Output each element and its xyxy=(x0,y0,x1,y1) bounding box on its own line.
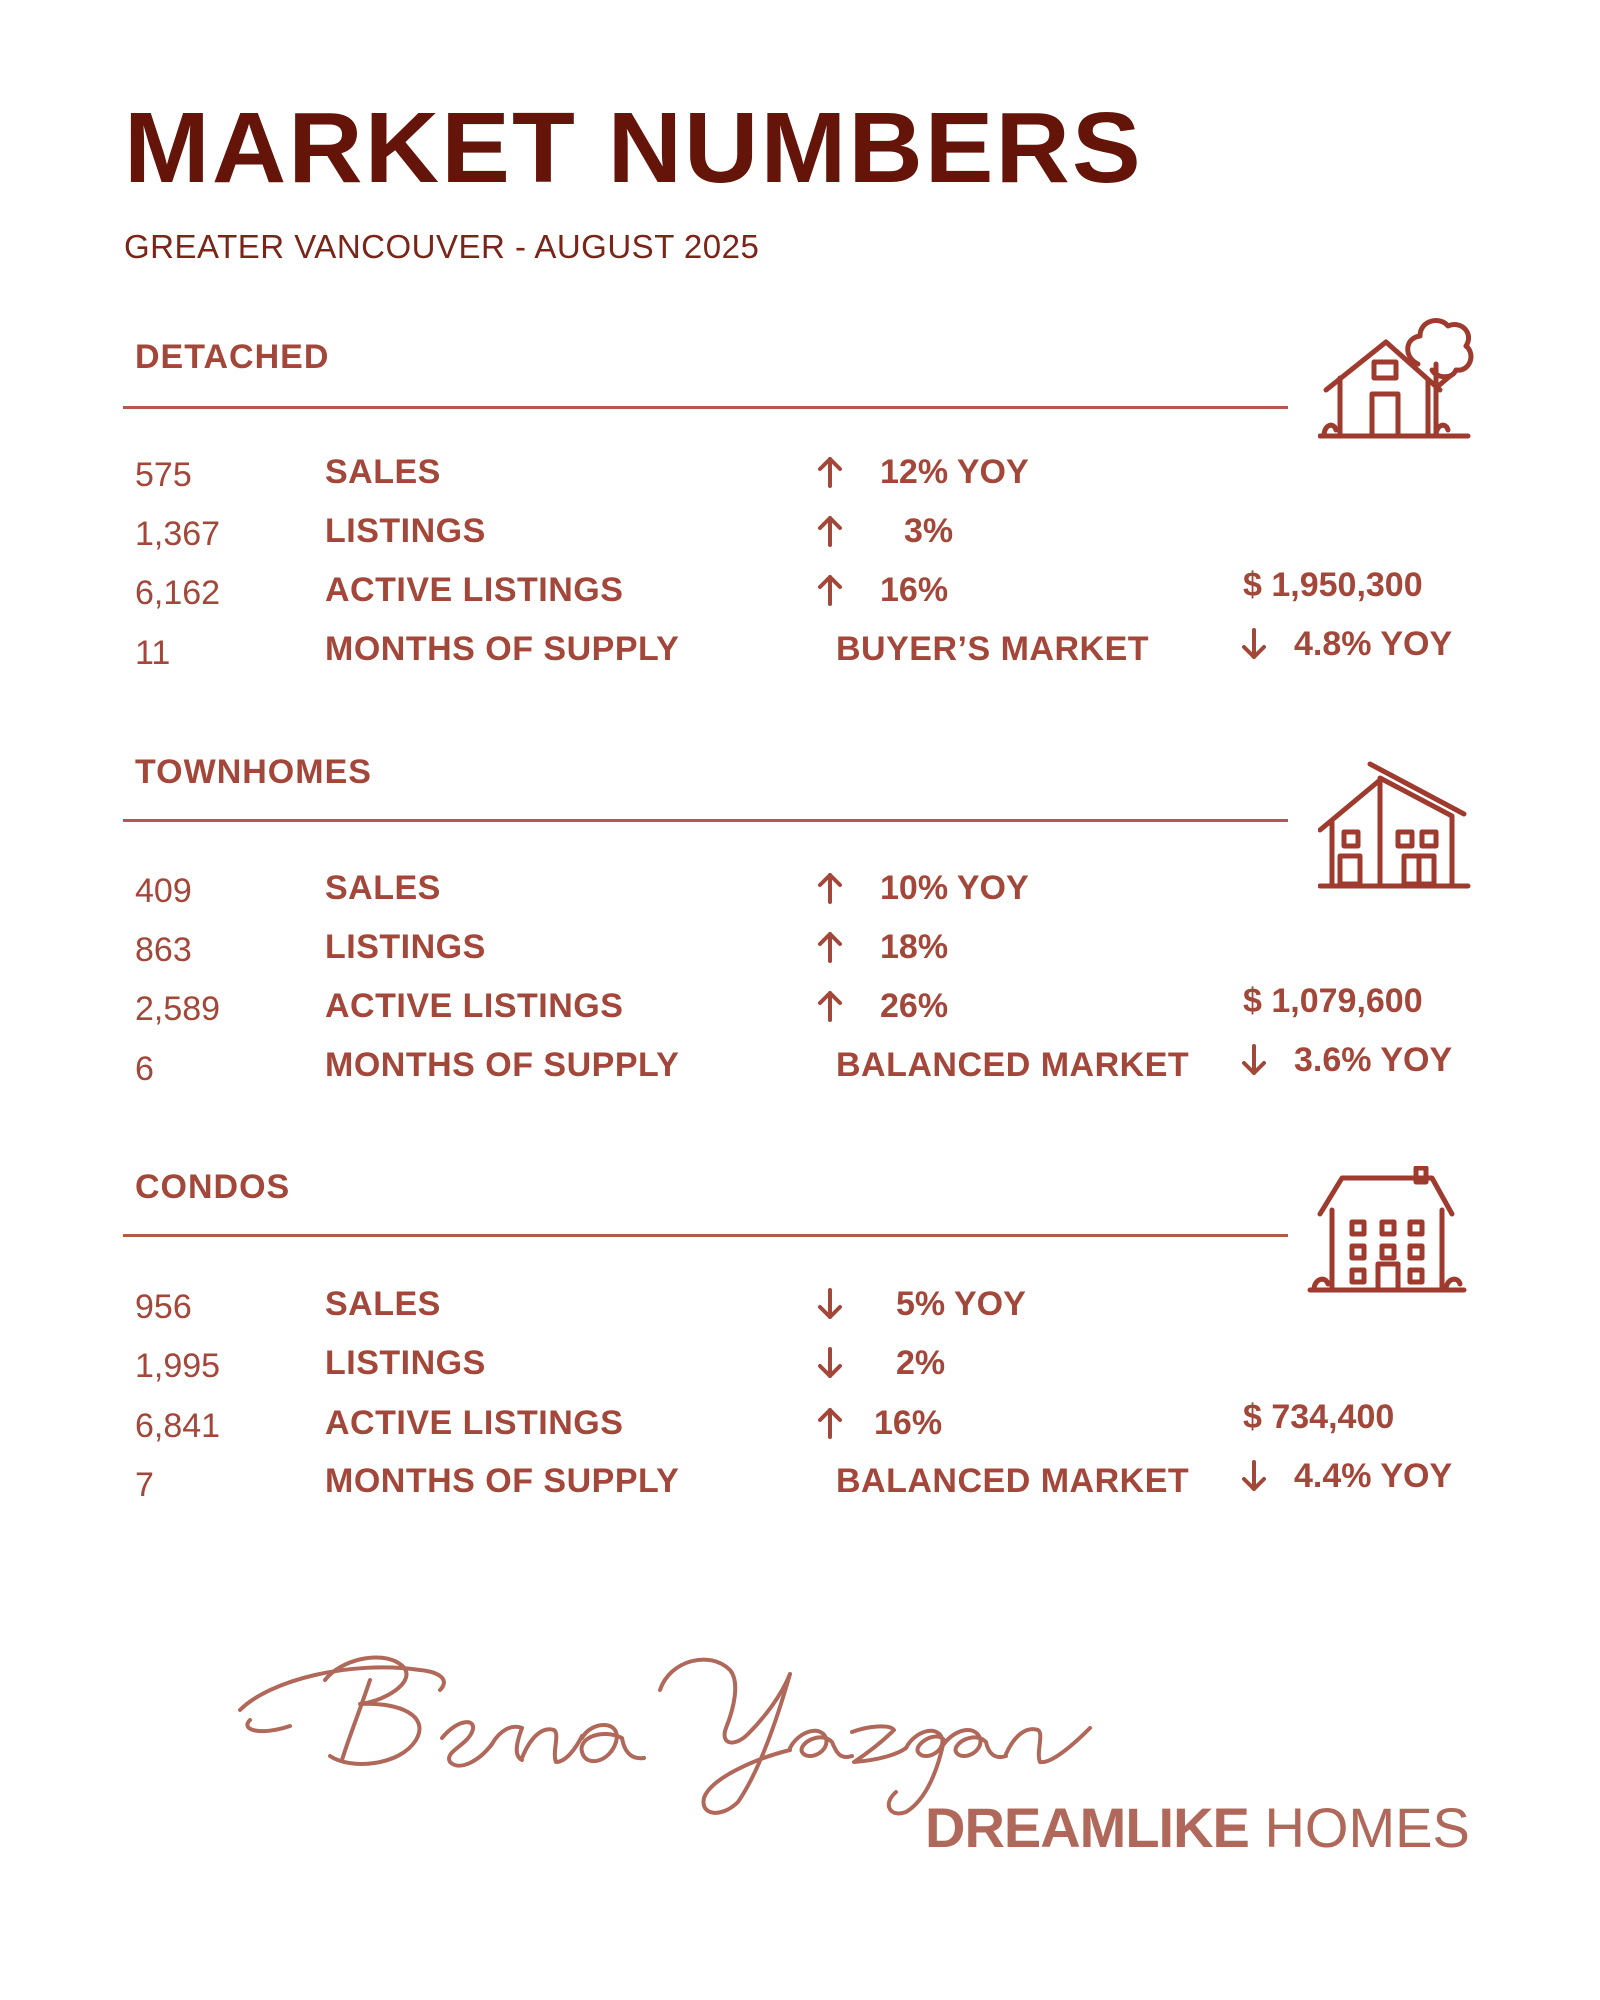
section-divider xyxy=(123,406,1288,409)
townhomes-listings-change: 18% xyxy=(880,928,949,966)
townhomes-supply-value: 6 xyxy=(135,1050,154,1088)
arrow-down-icon xyxy=(1240,1043,1268,1077)
detached-listings-value: 1,367 xyxy=(135,515,221,553)
arrow-up-icon xyxy=(816,1406,844,1440)
detached-active-value: 6,162 xyxy=(135,574,221,612)
townhomes-benchmark-price: $ 1,079,600 xyxy=(1243,982,1423,1020)
condos-listings-change: 2% xyxy=(896,1344,946,1382)
condos-active-value: 6,841 xyxy=(135,1407,221,1445)
detached-listings-label: LISTINGS xyxy=(325,512,486,550)
condos-sales-value: 956 xyxy=(135,1288,192,1326)
brand-name-light: HOMES xyxy=(1264,1796,1470,1859)
condos-sales-label: SALES xyxy=(325,1285,441,1323)
detached-supply-value: 11 xyxy=(135,634,171,672)
arrow-up-icon xyxy=(816,514,844,548)
detached-listings-change: 3% xyxy=(904,512,954,550)
detached-active-change: 16% xyxy=(880,571,949,609)
condos-sales-change: 5% YOY xyxy=(896,1285,1026,1323)
arrow-down-icon xyxy=(816,1287,844,1321)
detached-price-change: 4.8% YOY xyxy=(1294,625,1453,663)
condos-active-label: ACTIVE LISTINGS xyxy=(325,1404,624,1442)
condos-price-change: 4.4% YOY xyxy=(1294,1457,1453,1495)
arrow-down-icon xyxy=(1240,1459,1268,1493)
arrow-up-icon xyxy=(816,871,844,905)
section-divider xyxy=(123,1234,1288,1237)
condos-market-status: BALANCED MARKET xyxy=(836,1462,1190,1500)
townhomes-active-change: 26% xyxy=(880,987,949,1025)
arrow-up-icon xyxy=(816,989,844,1023)
detached-sales-value: 575 xyxy=(135,456,192,494)
detached-supply-label: MONTHS OF SUPPLY xyxy=(325,630,680,668)
arrow-down-icon xyxy=(1240,627,1268,661)
townhomes-active-label: ACTIVE LISTINGS xyxy=(325,987,624,1025)
condos-listings-value: 1,995 xyxy=(135,1347,221,1385)
page-title: MARKET NUMBERS xyxy=(124,92,1143,204)
townhomes-sales-label: SALES xyxy=(325,869,441,907)
section-title-condos: CONDOS xyxy=(135,1168,291,1206)
townhomes-active-value: 2,589 xyxy=(135,990,221,1028)
signature-logo xyxy=(230,1620,1390,1820)
detached-benchmark-price: $ 1,950,300 xyxy=(1243,566,1423,604)
brand-logo xyxy=(925,1796,1470,1859)
section-title-detached: DETACHED xyxy=(135,338,330,376)
condos-benchmark-price: $ 734,400 xyxy=(1243,1398,1395,1436)
arrow-up-icon xyxy=(816,573,844,607)
townhouse-icon xyxy=(1318,760,1474,895)
townhomes-sales-change: 10% YOY xyxy=(880,869,1029,907)
section-divider xyxy=(123,819,1288,822)
arrow-up-icon xyxy=(816,455,844,489)
condos-active-change: 16% xyxy=(874,1404,943,1442)
townhomes-listings-value: 863 xyxy=(135,931,192,969)
townhomes-supply-label: MONTHS OF SUPPLY xyxy=(325,1046,680,1084)
townhomes-market-status: BALANCED MARKET xyxy=(836,1046,1190,1084)
townhomes-listings-label: LISTINGS xyxy=(325,928,486,966)
apartment-building-icon xyxy=(1306,1166,1468,1298)
condos-supply-label: MONTHS OF SUPPLY xyxy=(325,1462,680,1500)
townhomes-sales-value: 409 xyxy=(135,872,192,910)
townhomes-price-change: 3.6% YOY xyxy=(1294,1041,1453,1079)
arrow-up-icon xyxy=(816,930,844,964)
detached-sales-label: SALES xyxy=(325,453,441,491)
condos-listings-label: LISTINGS xyxy=(325,1344,486,1382)
page-subtitle: GREATER VANCOUVER - AUGUST 2025 xyxy=(124,228,760,265)
brand-name-bold: DREAMLIKE xyxy=(925,1796,1249,1859)
condos-supply-value: 7 xyxy=(135,1466,154,1504)
section-title-townhomes: TOWNHOMES xyxy=(135,753,372,791)
house-with-tree-icon xyxy=(1318,312,1478,442)
detached-active-label: ACTIVE LISTINGS xyxy=(325,571,624,609)
detached-sales-change: 12% YOY xyxy=(880,453,1029,491)
arrow-down-icon xyxy=(816,1346,844,1380)
detached-market-status: BUYER’S MARKET xyxy=(836,630,1150,668)
